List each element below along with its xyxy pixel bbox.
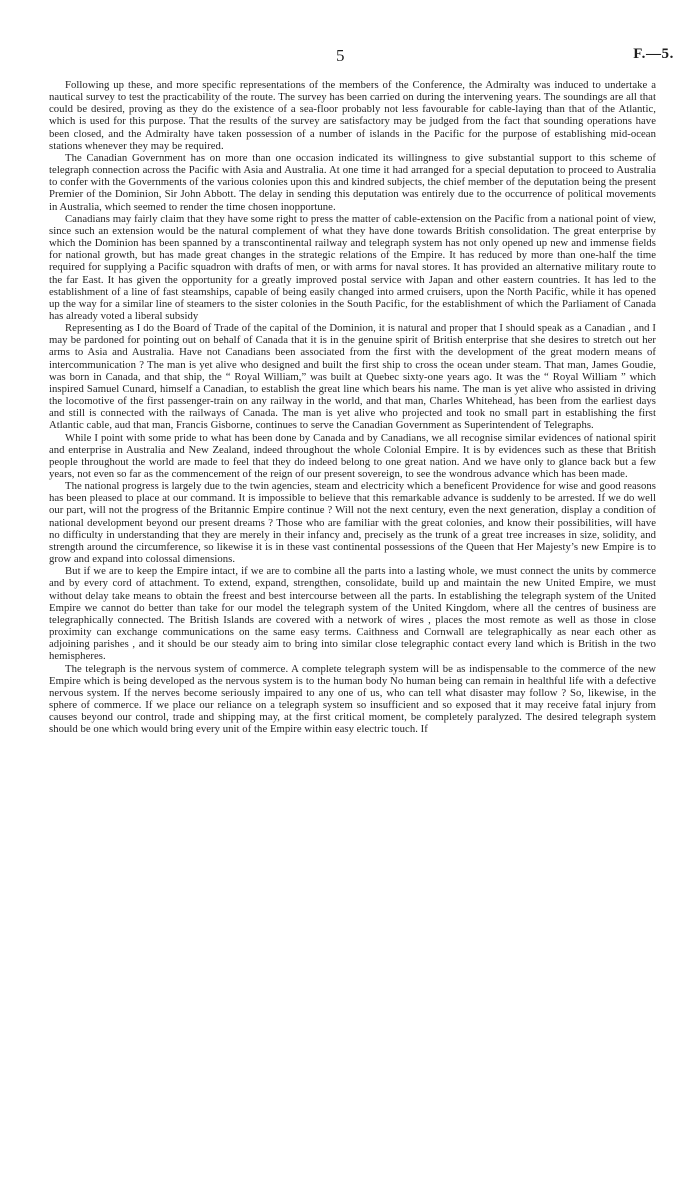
paragraph-nervous-system: The telegraph is the nervous system of commerce. A complete telegraph system will be as indispensable to the commerce of the new Empire which is being developed as the nervous system is to the human body No human being can remain in healthful life with a defective nervous system. If the nerves become seriously impaired to any one of us, who can tell what disaster may follow ? So, likewise, in the sphere of commerce. If we place our reliance on a telegraph system so insufficient and so exposed that it may receive fatal injury from causes beyond our control, trade and shipping may, at the first critical moment, be completely paralyzed. The desired telegraph system should be one which would bring every unit of the Empire within easy electric touch. If <box>49 662 656 736</box>
body-text <box>49 79 656 735</box>
page-header <box>0 46 700 66</box>
paragraph-national-spirit: While I point with some pride to what has been done by Canada and by Canadians, we all recognise similar evidences of national spirit and enterprise in Australia and New Zealand, indeed throughout the whole Colonial Empire. It is by evidences such as these that British people throughout the world are made to feel that they do indeed belong to one great nation. And we have only to glance back but a few years, not even so far as the commencement of the reign of our present sovereign, to see the wondrous advance which has been made. <box>49 431 656 480</box>
paragraph-empire-intact: But if we are to keep the Empire intact, if we are to combine all the parts into a lasting whole, we must connect the units by commerce and by every cord of attachment. To extend, expand, strengthen, consolidate, build up and maintain the new United Empire, we must without delay take means to obtain the freest and best intercourse between all the parts. In establishing the telegraph system of the United Empire we cannot do better than take for our model the telegraph system of the United Kingdom, where all the centres of business are telegraphically connected. The British Islands are covered with a network of wires , places the most remote as well as those in close proximity can exchange communications on the same easy terms. Caithness and Cornwall are telegraphically as near each other as adjoining parishes , and it should be our steady aim to bring into similar close telegraphic contact every land which is British in the two hemispheres. <box>49 565 656 663</box>
paragraph-canadian-claim: Canadians may fairly claim that they have some right to press the matter of cable-extension on the Pacific from a national point of view, since such an extension would be the natural complement of what they have done towards British consolidation. The great enterprise by which the Dominion has been spanned by a transcontinental railway and telegraph system has not only opened up new and immense fields for national growth, but has made great changes in the strategic relations of the Empire. It has reduced by more than one-half the time required for supplying a Pacific squadron with drafts of men, or with arms for naval stores. It has provided an alternative military route to the far East. It has given the opportunity for a greatly improved postal service with Japan and other eastern countries. It has led to the establishment of a line of fast steamships, capable of being easily changed into armed cruisers, upon the North Pacific, while it has opened up the way for a similar line of steamers to the sister colonies in the South Pacific, for the establishment of which the Parliament of Canada has already voted a liberal subsidy <box>49 212 656 322</box>
paragraph-national-progress: The national progress is largely due to the twin agencies, steam and electricity which a beneficent Providence for wise and good reasons has been pleased to place at our command. It is impossible to believe that this remarkable advance is suddenly to be arrested. If we do well our part, will not the progress of the Britannic Empire continue ? Will not the next century, even the next generation, display a condition of national development beyond our present dreams ? Those who are familiar with the great colonies, and know their possibilities, will have no difficulty in understanding that they are merely in their infancy and, precisely as the trunk of a great tree increases in size, solidity, and strength around the circumference, so likewise it is in these vast continental possessions of the Queen that Her Majesty’s new Empire is to grow and expand into colossal dimensions. <box>49 480 656 566</box>
paragraph-canadian-government: The Canadian Government has on more than one occasion indicated its willingness to give substantial support to this scheme of telegraph connection across the Pacific with Asia and Australia. At one time it had arranged for a special deputation to proceed to Australia to confer with the Governments of the various colonies upon this and kindred subjects, the chief member of the deputation being the present Premier of the Dominion, Sir John Abbott. The delay in sending this deputation was entirely due to the occurrence of political movements in Australia, which seemed to render the time chosen inopportune. <box>49 151 656 213</box>
paragraph-board-of-trade: Representing as I do the Board of Trade of the capital of the Dominion, it is natural and proper that I should speak as a Canadian , and I may be pardoned for pointing out on behalf of Canada that it is in the genuine spirit of British enterprise that she desires to stretch out her arms to Asia and Australia. Have not Canadians been associated from the first with the development of the great modern means of intercommunication ? The man is yet alive who designed and built the first ship to cross the ocean under steam. That man, James Goudie, was born in Canada, and that ship, the “ Royal William,” was built at Quebec sixty-one years ago. It was the “ Royal William ” which inspired Samuel Cunard, himself a Canadian, to establish the great line which bears his name. The man is yet alive who assisted in driving the locomotive of the first passenger-train on any railway in the world, and that man, Charles Whitehead, has been from the earliest days and still is connected with the railways of Canada. The man is yet alive who projected and took no small part in establishing the first Atlantic cable, aud that man, Francis Gisborne, continues to serve the Canadian Government as Superintendent of Telegraphs. <box>49 322 656 432</box>
document-reference: F.—5. <box>633 46 674 62</box>
page-number: 5 <box>336 46 345 65</box>
paragraph-admiralty-survey: Following up these, and more specific representations of the members of the Conference, the Admiralty was induced to undertake a nautical survey to test the practicability of the route. The survey has been carried on during the intervening years. The soundings are all that could be desired, proving as they do the existence of a sea-floor probably not less favourable for cable-laying than that of the Atlantic, which is used for this purpose. That the results of the survey are satisfactory may be judged from the fact that sounding operations have been closed, and the Admiralty have taken possession of a number of islands in the Pacific for the purpose of establishing mid-ocean stations whenever they may be required. <box>49 79 656 152</box>
